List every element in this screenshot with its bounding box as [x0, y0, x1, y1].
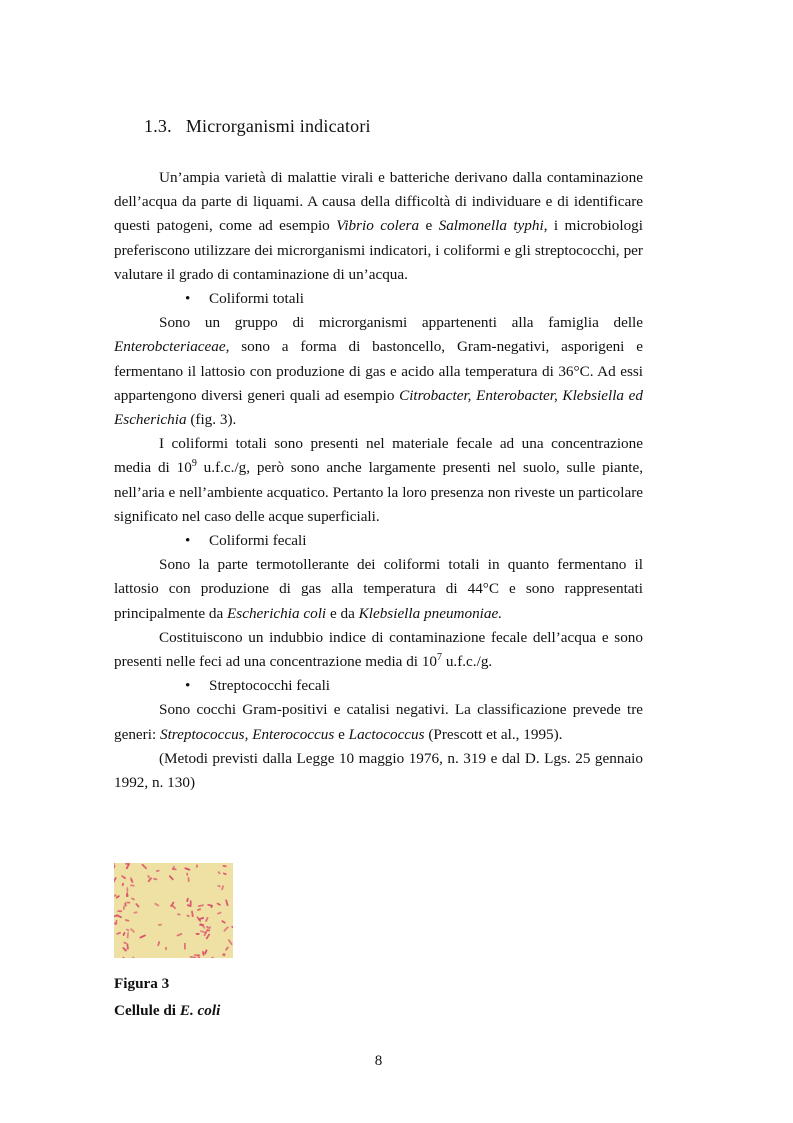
- paragraph: Sono la parte termotollerante dei coliformi totali in quanto fermentano il lattosio con produzione di gas alla temperatura di 44°C e sono rappresentati principalmente da Escherichia coli e da Klebsiella pneumoniae.: [114, 556, 643, 622]
- paragraph: (Metodi previsti dalla Legge 10 maggio 1976, n. 319 e dal D. Lgs. 25 gennaio 1992, n. 130): [114, 749, 643, 792]
- bacterium-cell: [126, 887, 128, 892]
- section-title: Microrganismi indicatori: [185, 116, 371, 136]
- page-number: 8: [374, 1053, 383, 1069]
- figure-ecoli-micrograph: [114, 863, 233, 958]
- bullet-label: Coliformi totali: [209, 290, 304, 308]
- section-heading: [144, 116, 371, 137]
- bullet-streptococchi-fecali: [114, 674, 643, 698]
- bullet-dot: •: [185, 532, 191, 550]
- micrograph-image: [114, 863, 233, 958]
- bacterium-cell: [184, 943, 186, 950]
- bullet-coliformi-totali: [114, 287, 643, 311]
- paragraph: Sono un gruppo di microrganismi appartenenti alla famiglia delle Enterobcteriaceae, sono a forma di bastoncello, Gram-negativi, asporigeni e fermentano il lattosio con produzione di gas e acido alla temperatura di 36°C. Ad essi appartengono diversi generi quali ad esempio Citrobacter, Enterobacter, Klebsiella ed Escherichia (fig. 3).: [114, 314, 643, 429]
- figure-caption: [114, 970, 220, 1024]
- figure-caption-text: Cellule di E. coli: [114, 1002, 221, 1019]
- bacterium-cell: [117, 910, 122, 912]
- paragraph: I coliformi totali sono presenti nel materiale fecale ad una concentrazione media di $10^9$ u.f.c./g, però sono anche largamente presenti nel suolo, sulle piante, nell’aria e nell’ambiente acquatico. Pertanto la loro presenza non riveste un particolare significato nel caso delle acque superficiali.: [114, 435, 643, 525]
- bacterium-cell: [123, 905, 125, 910]
- paragraph: Sono cocchi Gram-positivi e catalisi negativi. La classificazione prevede tre generi: Streptococcus, Enterococcus e Lactococcus (Prescott et al., 1995).: [114, 701, 643, 743]
- figure-label: Figura 3: [114, 975, 170, 992]
- bacterium-cell: [196, 864, 198, 868]
- bullet-dot: •: [185, 677, 191, 695]
- paragraph: Costituiscono un indubbio indice di contaminazione fecale dell’acqua e sono presenti nelle feci ad una concentrazione media di $10^7$ u.f.c./g.: [114, 628, 643, 671]
- bullet-label: Coliformi fecali: [209, 532, 307, 550]
- body-text: [114, 166, 643, 795]
- bacterium-cell: [188, 877, 190, 882]
- intro-paragraph: Un’ampia varietà di malattie virali e batteriche derivano dalla contaminazione dell’acqua da parte di liquami. A causa della difficoltà di individuare e di identificare questi patogeni, come ad esempio Vibrio colera e Salmonella typhi, i microbiologi preferiscono utilizzare dei microrganismi indicatori, i coliformi e gli streptococchi, per valutare il grado di contaminazione di un’acqua.: [114, 169, 643, 283]
- section-number: 1.3.: [144, 116, 172, 136]
- bacterium-cell: [194, 954, 201, 956]
- bullet-label: Streptococchi fecali: [209, 677, 331, 695]
- bullet-dot: •: [185, 290, 191, 308]
- bacterium-cell: [196, 933, 200, 935]
- micrograph-background: [114, 863, 233, 958]
- bullet-coliformi-fecali: [114, 529, 643, 553]
